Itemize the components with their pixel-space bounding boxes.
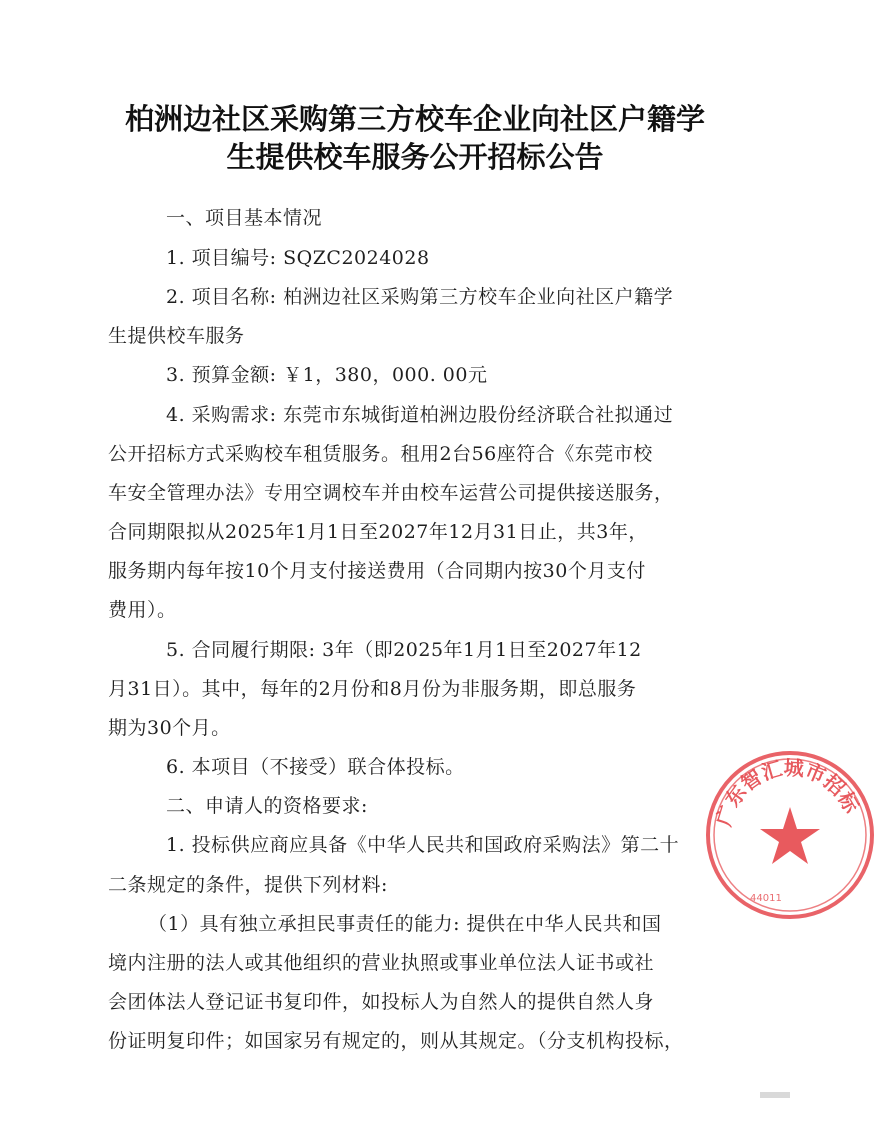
body-line: 公开招标方式采购校车租赁服务。租用2台56座符合《东莞市校 — [108, 443, 653, 465]
body-line: 6. 本项目（不接受）联合体投标。 — [166, 756, 465, 778]
body-line: 月31日）。其中，每年的2月份和8月份为非服务期，即总服务 — [108, 678, 637, 700]
section-heading-basic-info: 一、项目基本情况 — [166, 207, 323, 229]
body-line: 生提供校车服务 — [108, 325, 245, 347]
body-line: 费用）。 — [108, 599, 177, 621]
section-heading-qualifications: 二、申请人的资格要求: — [166, 795, 368, 817]
title-line-2: 生提供校车服务公开招标公告 — [226, 140, 604, 174]
title-line-1: 柏洲边社区采购第三方校车企业向社区户籍学 — [124, 102, 705, 136]
body-line: 期为30个月。 — [108, 717, 231, 739]
body-line: 二条规定的条件，提供下列材料: — [108, 874, 388, 896]
body-line: 服务期内每年按10个月支付接送费用（合同期内按30个月支付 — [108, 560, 646, 582]
body-line: 份证明复印件；如国家另有规定的，则从其规定。（分支机构投标， — [108, 1030, 684, 1052]
body-line: 3. 预算金额: ￥1，380，000. 00元 — [166, 364, 488, 386]
body-line: 境内注册的法人或其他组织的营业执照或事业单位法人证书或社 — [108, 952, 655, 974]
body-line: 2. 项目名称: 柏洲边社区采购第三方校车企业向社区户籍学 — [166, 286, 674, 308]
body-line: （1）具有独立承担民事责任的能力: 提供在中华人民共和国 — [148, 913, 662, 935]
body-line: 1. 项目编号: SQZC2024028 — [166, 247, 430, 269]
official-seal — [700, 745, 880, 925]
body-line: 4. 采购需求: 东莞市东城街道柏洲边股份经济联合社拟通过 — [166, 404, 674, 426]
body-line: 1. 投标供应商应具备《中华人民共和国政府采购法》第二十 — [166, 834, 680, 856]
body-line: 5. 合同履行期限: 3年（即2025年1月1日至2027年12 — [166, 639, 642, 661]
body-line: 会团体法人登记证书复印件，如投标人为自然人的提供自然人身 — [108, 991, 655, 1013]
seal-number: 44011 — [750, 893, 782, 904]
seal-text: 广东智汇城市招标 — [711, 755, 864, 829]
seal-star-icon — [760, 807, 820, 864]
body-line: 合同期限拟从2025年1月1日至2027年12月31日止，共3年， — [108, 521, 648, 543]
scan-artifact — [760, 1092, 790, 1098]
body-line: 车安全管理办法》专用空调校车并由校车运营公司提供接送服务， — [108, 482, 674, 504]
document-title — [100, 100, 730, 176]
